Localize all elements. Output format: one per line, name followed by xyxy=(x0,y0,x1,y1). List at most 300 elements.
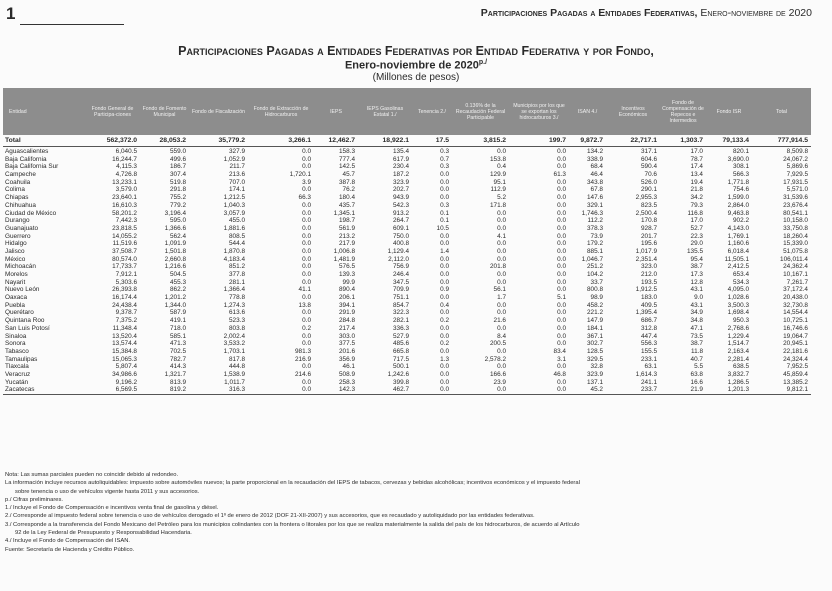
cell-ieps: 201.6 xyxy=(339,347,355,355)
cell-tenencia: 0.0 xyxy=(440,194,449,202)
cell-rfp-0136: 171.8 xyxy=(490,201,506,209)
cell-isan: 32.8 xyxy=(590,363,603,371)
cell-isan: 112.2 xyxy=(587,217,603,225)
cell-ieps-gasolinas: 323.9 xyxy=(393,178,409,186)
column-header-municipios-hidrocarburos: Municipios por los que se exportan los hidrocarburos 3./ xyxy=(513,102,565,121)
cell-isan: 885.1 xyxy=(587,247,603,255)
cell-rfp-0136: 0.0 xyxy=(497,324,506,332)
cell-tenencia: 0.0 xyxy=(440,332,449,340)
cell-municipios-hidrocarburos: 0.0 xyxy=(557,163,566,171)
cell-fomento-municipal: 419.1 xyxy=(170,317,186,325)
footnote-line: 4./ Incluye el Fondo de Compensación del ISAN. xyxy=(5,538,131,545)
cell-incentivos: 290.1 xyxy=(641,186,657,194)
cell-incentivos: 317.1 xyxy=(641,148,657,155)
row-entity-name: Yucatán xyxy=(5,378,29,386)
cell-municipios-hidrocarburos: 5.1 xyxy=(557,294,566,302)
row-entity-name: Guerrero xyxy=(5,232,31,240)
cell-rfp-0136: 0.0 xyxy=(497,271,506,278)
cell-fomento-municipal: 1,091.9 xyxy=(164,240,186,248)
cell-fomento-municipal: 3,196.4 xyxy=(164,209,186,217)
row-entity-name: Ciudad de México xyxy=(5,209,57,217)
cell-total: 17,931.5 xyxy=(783,178,808,186)
table-row xyxy=(3,325,811,333)
row-entity-name: Tamaulipas xyxy=(5,355,38,363)
column-header-ieps: IEPS xyxy=(330,108,342,115)
cell-rfp-0136: 200.5 xyxy=(490,340,506,348)
table-row xyxy=(3,302,811,310)
cell-ieps: 217.9 xyxy=(339,240,355,248)
cell-tenencia: 1.3 xyxy=(440,355,449,363)
cell-isan: 1,746.3 xyxy=(581,209,603,217)
cell-repecos: 43.1 xyxy=(690,286,703,294)
cell-tenencia: 0.0 xyxy=(440,378,449,386)
footnote-line: Fuente: Secretaría de Hacienda y Crédito Público. xyxy=(5,546,135,553)
cell-total: 10,158.0 xyxy=(783,217,808,225)
cell-tenencia: 0.0 xyxy=(440,255,449,263)
cell-total: 31,539.6 xyxy=(783,194,808,202)
table-row xyxy=(3,263,811,271)
cell-repecos: 79.3 xyxy=(690,201,703,209)
column-header-tenencia: Tenencia 2./ xyxy=(418,108,446,115)
cell-incentivos: 823.5 xyxy=(641,201,657,209)
cell-ieps-gasolinas: 322.3 xyxy=(393,309,409,317)
cell-fondo-isr: 653.4 xyxy=(733,271,749,278)
row-entity-name: Zacatecas xyxy=(5,386,35,394)
cell-fondo-isr: 902.2 xyxy=(733,217,749,225)
table-row xyxy=(3,309,811,317)
cell-fiscalizacion: 35,779.2 xyxy=(218,137,245,144)
cell-fondo-general: 3,579.0 xyxy=(115,186,137,194)
cell-fomento-municipal: 504.5 xyxy=(170,271,186,278)
header-rule xyxy=(20,24,124,25)
cell-isan: 323.9 xyxy=(587,370,603,378)
cell-ieps-gasolinas: 18,922.1 xyxy=(382,137,409,144)
cell-repecos: 21.9 xyxy=(690,386,703,394)
cell-repecos: 17.3 xyxy=(690,271,703,278)
cell-fondo-isr: 4,095.0 xyxy=(727,286,749,294)
cell-isan: 251.2 xyxy=(587,263,603,271)
cell-fomento-municipal: 2,660.8 xyxy=(164,255,186,263)
table-row xyxy=(3,217,811,225)
cell-repecos: 116.8 xyxy=(687,209,703,217)
cell-ieps-gasolinas: 462.7 xyxy=(393,386,409,394)
footnote-line: La información incluye recursos autoliquidables: impuesto sobre automóviles nuevos; la parte proporcional en la recaudación del IEPS de tabacos, cervezas y bebidas alcohólicas; incentivos económicos y el impuesto federal xyxy=(5,480,580,487)
cell-fomento-municipal: 519.8 xyxy=(170,178,186,186)
column-header-extraccion-hidrocarburos: Fondo de Extracción de Hidrocarburos xyxy=(253,105,309,118)
cell-isan: 67.8 xyxy=(590,186,603,194)
cell-ieps-gasolinas: 609.1 xyxy=(393,224,409,232)
cell-fondo-general: 37,508.7 xyxy=(112,247,137,255)
cell-rfp-0136: 0.0 xyxy=(497,217,506,225)
cell-municipios-hidrocarburos: 0.0 xyxy=(557,332,566,340)
cell-rfp-0136: 95.1 xyxy=(493,178,506,186)
cell-fiscalizacion: 281.1 xyxy=(229,278,245,286)
cell-fondo-isr: 3,500.3 xyxy=(727,301,749,309)
cell-fiscalizacion: 808.5 xyxy=(229,232,245,240)
cell-ieps: 139.3 xyxy=(339,271,355,278)
cell-ieps: 12,462.7 xyxy=(328,137,355,144)
cell-fondo-isr: 2,864.0 xyxy=(727,201,749,209)
cell-extraccion-hidrocarburos: 0.0 xyxy=(302,378,311,386)
cell-fondo-general: 6,569.5 xyxy=(115,386,137,394)
cell-ieps: 561.9 xyxy=(339,224,355,232)
cell-total: 24,362.4 xyxy=(783,263,808,271)
cell-fondo-general: 58,201.2 xyxy=(112,209,137,217)
cell-ieps-gasolinas: 665.8 xyxy=(393,347,409,355)
cell-fondo-isr: 1,771.8 xyxy=(727,178,749,186)
table-row xyxy=(3,186,811,194)
cell-isan: 33.7 xyxy=(590,278,603,286)
cell-fiscalizacion: 613.6 xyxy=(229,309,245,317)
cell-incentivos: 233.7 xyxy=(641,386,657,394)
row-entity-name: Oaxaca xyxy=(5,294,28,302)
cell-repecos: 63.8 xyxy=(690,370,703,378)
cell-fondo-isr: 2,163.4 xyxy=(727,347,749,355)
cell-repecos: 11.8 xyxy=(691,347,703,355)
cell-fiscalizacion: 213.6 xyxy=(229,171,245,179)
running-head xyxy=(481,7,812,19)
cell-tenencia: 0.9 xyxy=(440,286,449,294)
cell-total: 32,730.8 xyxy=(783,301,808,309)
table-row xyxy=(3,148,811,156)
cell-municipios-hidrocarburos: 0.0 xyxy=(557,301,566,309)
cell-total: 9,812.1 xyxy=(786,386,808,394)
table-row xyxy=(3,202,811,210)
cell-repecos: 17.0 xyxy=(690,217,703,225)
cell-tenencia: 0.0 xyxy=(440,294,449,302)
column-header-fiscalizacion: Fondo de Fiscalización xyxy=(191,108,246,115)
row-entity-name: Campeche xyxy=(5,171,36,179)
cell-municipios-hidrocarburos: 0.0 xyxy=(557,386,566,394)
cell-tenencia: 1.4 xyxy=(440,247,449,255)
cell-municipios-hidrocarburos: 46.8 xyxy=(553,370,566,378)
cell-rfp-0136: 56.1 xyxy=(493,286,506,294)
table-row xyxy=(3,248,811,256)
cell-incentivos: 201.7 xyxy=(641,232,657,240)
cell-total: 23,676.4 xyxy=(783,201,808,209)
cell-fiscalizacion: 4,183.4 xyxy=(223,255,245,263)
cell-fondo-general: 11,519.6 xyxy=(112,240,137,248)
cell-municipios-hidrocarburos: 0.0 xyxy=(557,271,566,278)
cell-tenencia: 0.0 xyxy=(440,232,449,240)
cell-repecos: 34.8 xyxy=(690,317,703,325)
cell-repecos: 12.8 xyxy=(690,278,703,286)
participaciones-table xyxy=(3,88,811,395)
cell-incentivos: 2,500.4 xyxy=(635,209,657,217)
cell-fiscalizacion: 1,274.3 xyxy=(223,301,245,309)
cell-isan: 179.2 xyxy=(587,240,603,248)
cell-municipios-hidrocarburos: 0.0 xyxy=(557,363,566,371)
cell-isan: 46.4 xyxy=(590,171,603,179)
row-entity-name: Baja California Sur xyxy=(5,163,59,171)
cell-isan: 184.1 xyxy=(587,324,603,332)
cell-incentivos: 193.5 xyxy=(641,278,657,286)
cell-ieps: 1,481.9 xyxy=(333,255,355,263)
cell-incentivos: 241.1 xyxy=(641,378,657,386)
column-header-total: Total xyxy=(776,108,787,115)
cell-tenencia: 0.0 xyxy=(440,363,449,371)
cell-fomento-municipal: 1,501.8 xyxy=(164,247,186,255)
cell-fiscalizacion: 1,881.6 xyxy=(223,224,245,232)
cell-incentivos: 556.3 xyxy=(641,340,657,348)
cell-fomento-municipal: 585.1 xyxy=(170,332,186,340)
row-entity-name: San Luis Potosí xyxy=(5,324,50,332)
table-header xyxy=(3,88,811,135)
cell-fomento-municipal: 595.0 xyxy=(170,217,186,225)
cell-fiscalizacion: 211.7 xyxy=(229,163,245,171)
cell-extraccion-hidrocarburos: 216.9 xyxy=(295,355,311,363)
cell-incentivos: 590.4 xyxy=(641,163,657,171)
cell-incentivos: 409.5 xyxy=(641,301,657,309)
cell-fondo-isr: 820.1 xyxy=(733,148,749,155)
cell-fondo-general: 4,726.8 xyxy=(115,171,137,179)
cell-fondo-isr: 1,286.5 xyxy=(727,378,749,386)
running-head-text: Participaciones Pagadas a Entidades Federativas, xyxy=(480,7,698,19)
cell-tenencia: 0.0 xyxy=(440,309,449,317)
cell-repecos: 52.7 xyxy=(690,224,703,232)
cell-incentivos: 212.0 xyxy=(641,271,657,278)
table-row xyxy=(3,240,811,248)
cell-fiscalizacion: 3,057.9 xyxy=(223,209,245,217)
table-row xyxy=(3,279,811,287)
cell-total: 10,167.1 xyxy=(783,271,808,278)
cell-isan: 9,872.7 xyxy=(580,137,603,144)
cell-repecos: 38.7 xyxy=(690,263,703,271)
table-row xyxy=(3,163,811,171)
cell-ieps: 377.5 xyxy=(339,340,355,348)
cell-total: 51,075.8 xyxy=(783,247,808,255)
cell-extraccion-hidrocarburos: 0.0 xyxy=(302,148,311,155)
cell-municipios-hidrocarburos: 61.3 xyxy=(553,171,566,179)
cell-municipios-hidrocarburos: 0.0 xyxy=(557,247,566,255)
table-row xyxy=(3,356,811,364)
footnote-line: sobre tenencia o uso de vehículos vigente hasta 2011 y sus accesorios. xyxy=(15,488,200,495)
cell-incentivos: 22,717.1 xyxy=(630,137,657,144)
cell-tenencia: 0.2 xyxy=(440,340,449,348)
cell-ieps-gasolinas: 135.4 xyxy=(393,148,409,155)
cell-tenencia: 0.0 xyxy=(440,324,449,332)
cell-ieps: 508.9 xyxy=(339,370,355,378)
cell-fondo-general: 23,640.1 xyxy=(112,194,137,202)
table-row xyxy=(3,386,811,394)
cell-extraccion-hidrocarburos: 0.2 xyxy=(302,324,311,332)
cell-isan: 378.3 xyxy=(587,224,603,232)
cell-isan: 221.2 xyxy=(587,309,603,317)
cell-isan: 45.2 xyxy=(590,386,603,394)
cell-fomento-municipal: 702.5 xyxy=(170,347,186,355)
cell-fomento-municipal: 1,366.6 xyxy=(164,224,186,232)
cell-ieps: 142.3 xyxy=(339,386,355,394)
cell-isan: 68.4 xyxy=(590,163,603,171)
table-row xyxy=(3,179,811,187)
cell-ieps-gasolinas: 1,242.6 xyxy=(387,370,409,378)
cell-fiscalizacion: 778.8 xyxy=(229,294,245,302)
table-row xyxy=(3,363,811,371)
cell-isan: 98.9 xyxy=(590,294,603,302)
row-entity-name: Chiapas xyxy=(5,194,29,202)
cell-fomento-municipal: 718.0 xyxy=(170,324,186,332)
cell-total: 10,725.1 xyxy=(783,317,808,325)
cell-incentivos: 195.6 xyxy=(641,240,657,248)
cell-isan: 329.5 xyxy=(587,355,603,363)
row-entity-name: México xyxy=(5,255,26,263)
cell-ieps: 213.2 xyxy=(339,232,355,240)
column-header-entidad: Entidad xyxy=(9,108,27,115)
cell-fondo-general: 23,818.5 xyxy=(112,224,137,232)
cell-extraccion-hidrocarburos: 0.0 xyxy=(302,386,311,394)
cell-ieps: 158.3 xyxy=(339,148,355,155)
cell-isan: 104.2 xyxy=(587,271,603,278)
cell-total: 7,952.5 xyxy=(786,363,808,371)
cell-fondo-general: 562,372.0 xyxy=(106,137,137,144)
cell-municipios-hidrocarburos: 0.0 xyxy=(557,278,566,286)
cell-tenencia: 17.5 xyxy=(435,137,449,144)
cell-fondo-isr: 754.6 xyxy=(733,186,749,194)
cell-repecos: 34.2 xyxy=(690,194,703,202)
cell-extraccion-hidrocarburos: 0.0 xyxy=(302,247,311,255)
cell-fondo-isr: 1,028.6 xyxy=(727,294,749,302)
cell-isan: 147.6 xyxy=(587,194,603,202)
cell-total: 20,438.0 xyxy=(783,294,808,302)
cell-incentivos: 312.8 xyxy=(641,324,657,332)
cell-ieps-gasolinas: 347.5 xyxy=(393,278,409,286)
cell-tenencia: 0.0 xyxy=(440,278,449,286)
cell-total: 37,172.4 xyxy=(783,286,808,294)
cell-ieps-gasolinas: 750.0 xyxy=(393,232,409,240)
cell-extraccion-hidrocarburos: 0.0 xyxy=(302,240,311,248)
cell-ieps: 45.7 xyxy=(342,171,355,179)
cell-ieps-gasolinas: 527.9 xyxy=(393,332,409,340)
cell-fiscalizacion: 707.0 xyxy=(229,178,245,186)
cell-isan: 147.9 xyxy=(587,317,603,325)
row-entity-name: Tabasco xyxy=(5,347,29,355)
cell-fiscalizacion: 817.8 xyxy=(229,355,245,363)
column-header-repecos: Fondo de Compensación de Repecos e Intermedios xyxy=(662,99,704,124)
cell-fomento-municipal: 499.6 xyxy=(170,155,186,163)
cell-rfp-0136: 0.0 xyxy=(497,363,506,371)
table-row xyxy=(3,379,811,387)
running-head-date: Enero-noviembre de 2020 xyxy=(697,7,812,19)
table-row xyxy=(3,371,811,379)
cell-tenencia: 0.0 xyxy=(440,171,449,179)
cell-tenencia: 0.1 xyxy=(440,217,449,225)
row-entity-name: Morelos xyxy=(5,271,28,278)
cell-extraccion-hidrocarburos: 0.0 xyxy=(302,163,311,171)
cell-rfp-0136: 3,815.2 xyxy=(483,137,506,144)
cell-fondo-general: 24,438.4 xyxy=(112,301,137,309)
cell-ieps-gasolinas: 2,112.0 xyxy=(388,255,409,263)
column-header-fondo-isr: Fondo ISR xyxy=(716,108,742,115)
cell-ieps-gasolinas: 1,129.4 xyxy=(387,247,409,255)
cell-ieps-gasolinas: 717.5 xyxy=(393,355,409,363)
cell-rfp-0136: 0.0 xyxy=(497,255,506,263)
cell-rfp-0136: 201.8 xyxy=(490,263,506,271)
row-entity-name: Michoacán xyxy=(5,263,36,271)
cell-incentivos: 928.7 xyxy=(641,224,657,232)
cell-fiscalizacion: 1,703.1 xyxy=(223,347,245,355)
cell-fomento-municipal: 28,053.2 xyxy=(159,137,186,144)
row-entity-name: Nayarit xyxy=(5,278,26,286)
cell-incentivos: 233.1 xyxy=(641,355,657,363)
cell-incentivos: 604.6 xyxy=(641,155,657,163)
row-entity-name: Colima xyxy=(5,186,25,194)
cell-ieps-gasolinas: 246.4 xyxy=(393,271,409,278)
cell-tenencia: 10.5 xyxy=(436,224,449,232)
cell-ieps: 206.1 xyxy=(339,294,355,302)
cell-fiscalizacion: 544.4 xyxy=(229,240,245,248)
cell-municipios-hidrocarburos: 0.0 xyxy=(557,194,566,202)
row-entity-name: Veracruz xyxy=(5,370,31,378)
cell-incentivos: 323.0 xyxy=(641,263,657,271)
cell-fondo-general: 6,040.5 xyxy=(115,148,137,155)
cell-isan: 128.5 xyxy=(587,347,603,355)
cell-fiscalizacion: 1,212.5 xyxy=(223,194,245,202)
cell-ieps-gasolinas: 187.2 xyxy=(393,171,409,179)
cell-fomento-municipal: 782.7 xyxy=(170,355,186,363)
cell-incentivos: 2,351.4 xyxy=(635,255,657,263)
cell-fiscalizacion: 1,366.4 xyxy=(223,286,245,294)
cell-fondo-isr: 79,133.4 xyxy=(722,137,749,144)
cell-ieps: 777.4 xyxy=(339,155,355,163)
cell-fiscalizacion: 1,052.9 xyxy=(223,155,245,163)
cell-isan: 458.2 xyxy=(587,301,603,309)
cell-isan: 1,046.7 xyxy=(581,255,603,263)
cell-rfp-0136: 0.0 xyxy=(497,209,506,217)
cell-fiscalizacion: 444.8 xyxy=(229,363,245,371)
table-row xyxy=(3,348,811,356)
cell-tenencia: 0.0 xyxy=(440,186,449,194)
cell-municipios-hidrocarburos: 0.0 xyxy=(557,232,566,240)
cell-total: 14,554.4 xyxy=(783,309,808,317)
cell-ieps: 1,345.1 xyxy=(333,209,355,217)
cell-fondo-isr: 1,160.6 xyxy=(727,240,749,248)
cell-extraccion-hidrocarburos: 0.0 xyxy=(302,255,311,263)
table-row xyxy=(3,340,811,348)
cell-extraccion-hidrocarburos: 3,266.1 xyxy=(288,137,311,144)
cell-extraccion-hidrocarburos: 41.1 xyxy=(298,286,311,294)
cell-fiscalizacion: 523.3 xyxy=(229,317,245,325)
table-row xyxy=(3,256,811,264)
cell-extraccion-hidrocarburos: 0.0 xyxy=(302,217,311,225)
cell-tenencia: 0.0 xyxy=(440,370,449,378)
cell-fondo-general: 5,807.4 xyxy=(115,363,137,371)
cell-fondo-isr: 2,768.6 xyxy=(727,324,749,332)
cell-fomento-municipal: 307.4 xyxy=(170,171,186,179)
cell-municipios-hidrocarburos: 0.0 xyxy=(557,324,566,332)
cell-repecos: 34.9 xyxy=(690,309,703,317)
cell-fiscalizacion: 1,011.7 xyxy=(224,378,245,386)
cell-municipios-hidrocarburos: 199.7 xyxy=(548,137,566,144)
cell-rfp-0136: 0.0 xyxy=(497,240,506,248)
row-entity-name: Nuevo León xyxy=(5,286,40,294)
cell-repecos: 78.7 xyxy=(690,155,703,163)
cell-incentivos: 447.4 xyxy=(641,332,657,340)
cell-ieps-gasolinas: 943.9 xyxy=(393,194,409,202)
cell-ieps: 99.9 xyxy=(342,278,355,286)
cell-fomento-municipal: 1,344.0 xyxy=(164,301,186,309)
cell-total: 13,385.2 xyxy=(783,378,808,386)
cell-fondo-general: 34,986.6 xyxy=(112,370,137,378)
row-entity-name: Total xyxy=(5,137,21,144)
cell-repecos: 95.4 xyxy=(690,255,703,263)
cell-repecos: 135.5 xyxy=(687,247,703,255)
cell-isan: 343.8 xyxy=(587,178,603,186)
page-number: 1 xyxy=(6,4,16,23)
cell-total: 22,181.6 xyxy=(783,347,808,355)
cell-fiscalizacion: 803.8 xyxy=(229,324,245,332)
cell-fondo-isr: 950.3 xyxy=(733,317,749,325)
cell-ieps: 576.5 xyxy=(339,263,355,271)
